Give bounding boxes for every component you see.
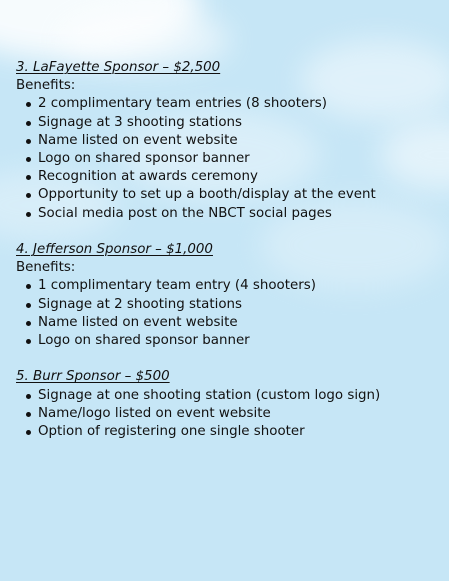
benefits-list [16, 387, 436, 442]
benefit-item: Name listed on event website [16, 314, 436, 332]
benefit-item: Signage at 3 shooting stations [16, 114, 436, 132]
burr-sponsor-heading: 5. Burr Sponsor – $500 [16, 369, 170, 385]
benefits-label: Benefits: [16, 78, 76, 94]
benefit-item: 1 complimentary team entry (4 shooters) [16, 277, 436, 295]
lafayette-sponsor-section [16, 59, 436, 223]
benefit-item: Name/logo listed on event website [16, 405, 436, 423]
sponsorship-content [16, 59, 436, 441]
benefit-item: Recognition at awards ceremony [16, 168, 436, 186]
benefit-item: Signage at one shooting station (custom logo sign) [16, 387, 436, 405]
jefferson-sponsor-heading: 4. Jefferson Sponsor – $1,000 [16, 242, 213, 258]
jefferson-sponsor-section [16, 241, 436, 350]
benefits-list [16, 95, 436, 222]
benefit-item: Signage at 2 shooting stations [16, 296, 436, 314]
benefits-label: Benefits: [16, 260, 76, 276]
benefit-item: 2 complimentary team entries (8 shooters) [16, 95, 436, 113]
benefits-list [16, 277, 436, 350]
benefit-item: Option of registering one single shooter [16, 423, 436, 441]
benefit-item: Opportunity to set up a booth/display at the event [16, 186, 436, 204]
benefit-item: Logo on shared sponsor banner [16, 150, 436, 168]
benefit-item: Logo on shared sponsor banner [16, 332, 436, 350]
benefit-item: Social media post on the NBCT social pages [16, 205, 436, 223]
burr-sponsor-section [16, 368, 436, 441]
lafayette-sponsor-heading: 3. LaFayette Sponsor – $2,500 [16, 60, 221, 75]
benefit-item: Name listed on event website [16, 132, 436, 150]
